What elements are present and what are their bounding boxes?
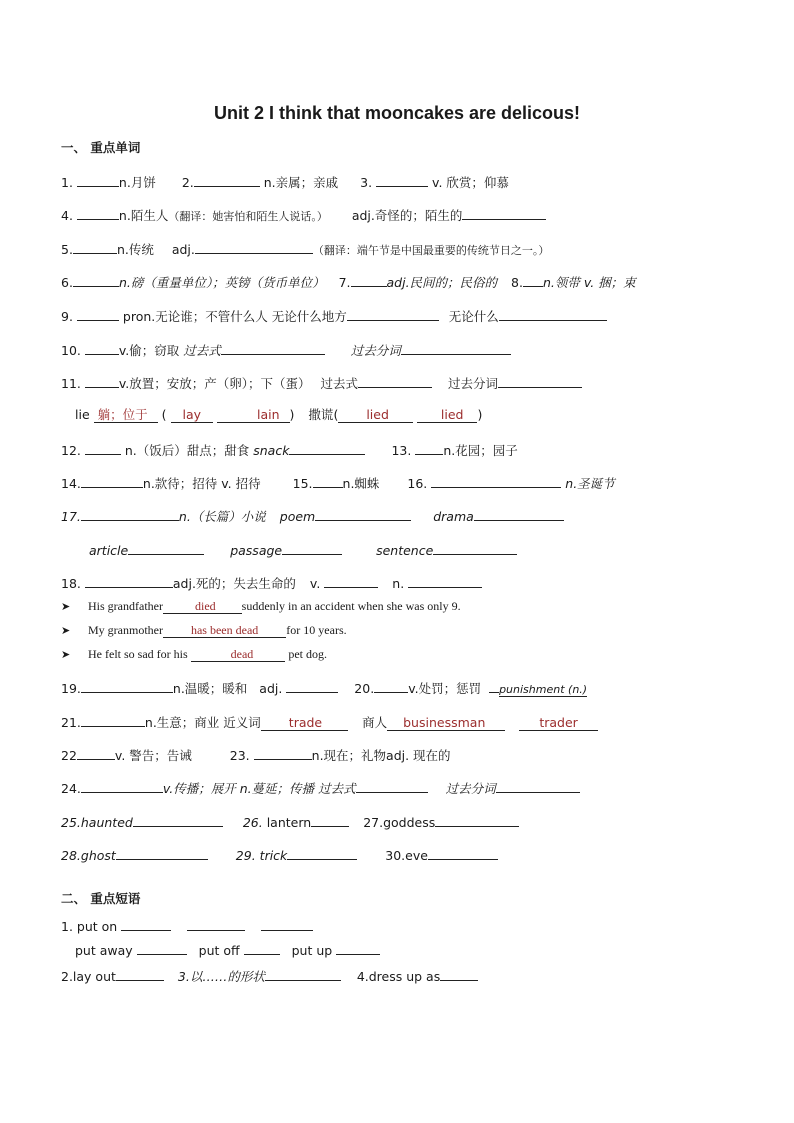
word-line-16: 22 v. 警告；告诫 23. n.现在；礼物adj. 现在的 xyxy=(61,748,451,763)
blank-1[interactable] xyxy=(77,173,119,187)
blank-13[interactable] xyxy=(415,441,443,455)
word-line-18: 25.haunted 26. lantern 27.goddess xyxy=(61,813,774,831)
blank-21[interactable] xyxy=(81,713,145,727)
word-line-1: 1. n.月饼 2. n.亲属；亲戚 3. v. 欣赏；仰慕 xyxy=(61,175,509,190)
blank-18b[interactable] xyxy=(324,574,378,588)
blank-19b[interactable] xyxy=(286,679,338,693)
word-line-13: 18. adj.死的；失去生命的 v. n. xyxy=(61,574,774,592)
blank-p2[interactable] xyxy=(137,941,187,955)
blank-9c[interactable] xyxy=(499,307,607,321)
blank-7[interactable] xyxy=(351,273,387,287)
blank-19[interactable] xyxy=(81,679,173,693)
section-heading-words: 一、 重点单词 xyxy=(61,140,141,155)
blank-11[interactable] xyxy=(85,374,119,388)
blank-22[interactable] xyxy=(77,746,115,760)
blank-p1c[interactable] xyxy=(261,917,313,931)
blank-p3[interactable] xyxy=(116,967,164,981)
blank-14[interactable] xyxy=(81,474,143,488)
word-line-3: 5. n.传统 adj. （翻译：端午节是中国最重要的传统节日之一。） xyxy=(61,242,550,257)
blank-15[interactable] xyxy=(313,474,343,488)
blank-8[interactable] xyxy=(523,273,543,287)
word-line-lie: lie 躺；位于 ( lay lain ) 撒谎( lied lied ) xyxy=(75,407,483,422)
blank-p3c[interactable] xyxy=(440,967,478,981)
word-line-6: 10. v.偷；窃取 过去式 过去分词 xyxy=(61,341,774,359)
blank-6[interactable] xyxy=(73,273,119,287)
blank-17b[interactable] xyxy=(315,507,411,521)
blank-27[interactable] xyxy=(435,813,519,827)
word-line-12: article passage sentence xyxy=(89,541,774,559)
blank-2[interactable] xyxy=(194,173,260,187)
blank-9[interactable] xyxy=(77,307,119,321)
blank-12b[interactable] xyxy=(289,441,365,455)
example-sentence-3: He felt so sad for his dead pet dog. xyxy=(88,647,327,661)
blank-28[interactable] xyxy=(116,846,208,860)
word-line-11: 17. n.（长篇）小说 poem drama xyxy=(61,507,774,525)
blank-16[interactable] xyxy=(431,474,561,488)
blank-p1b[interactable] xyxy=(187,917,245,931)
phrase-line-2: put away put off put up xyxy=(75,941,774,959)
blank-24c[interactable] xyxy=(496,779,580,793)
blank-3[interactable] xyxy=(376,173,428,187)
word-line-7: 11. v.放置；安放；产（卵）；下（蛋） 过去式 过去分词 xyxy=(61,374,774,392)
blank-20[interactable] xyxy=(374,679,408,693)
word-line-10: 14. n.款待；招待 v. 招待 15. n.蜘蛛 16. n.圣诞节 xyxy=(61,476,615,491)
blank-17[interactable] xyxy=(81,507,179,521)
blank-10c[interactable] xyxy=(401,341,511,355)
word-line-17: 24. v.传播；展开 n.蔓延；传播 过去式 过去分词 xyxy=(61,779,774,797)
blank-18c[interactable] xyxy=(408,574,482,588)
blank-30[interactable] xyxy=(428,846,498,860)
section-heading-phrases: 二、 重点短语 xyxy=(61,891,141,906)
phrase-line-1: 1. put on xyxy=(61,917,774,935)
blank-4[interactable] xyxy=(77,206,119,220)
word-line-4: 6. n.磅（重量单位）；英镑（货币单位） 7. adj.民间的；民俗的 8. n.领带 v. 捆；束 xyxy=(61,275,636,290)
blank-11b[interactable] xyxy=(358,374,432,388)
bullet-arrow-icon: ➤ xyxy=(61,648,71,661)
blank-25[interactable] xyxy=(133,813,223,827)
blank-10[interactable] xyxy=(85,341,119,355)
blank-passage[interactable] xyxy=(282,541,342,555)
example-sentence-2: My granmother has been dead for 10 years. xyxy=(88,623,347,637)
bullet-arrow-icon: ➤ xyxy=(61,624,71,637)
blank-p1[interactable] xyxy=(121,917,171,931)
blank-11c[interactable] xyxy=(498,374,582,388)
word-line-15: 21. n.生意；商业 近义词 trade 商人 businessman trader xyxy=(61,713,774,731)
blank-17c[interactable] xyxy=(474,507,564,521)
blank-5[interactable] xyxy=(73,240,117,254)
blank-12[interactable] xyxy=(85,441,121,455)
blank-4b[interactable] xyxy=(462,206,546,220)
word-line-19: 28.ghost 29. trick 30.eve xyxy=(61,846,774,864)
blank-9b[interactable] xyxy=(347,307,439,321)
blank-23[interactable] xyxy=(254,746,312,760)
blank-5b[interactable] xyxy=(195,240,313,254)
blank-29[interactable] xyxy=(287,846,357,860)
blank-p2c[interactable] xyxy=(336,941,380,955)
blank-18[interactable] xyxy=(85,574,173,588)
blank-26[interactable] xyxy=(311,813,349,827)
bullet-arrow-icon: ➤ xyxy=(61,600,71,613)
word-line-9: 12. n.（饭后）甜点；甜食 snack 13. n.花园；园子 xyxy=(61,443,518,458)
blank-24b[interactable] xyxy=(356,779,428,793)
blank-24[interactable] xyxy=(81,779,163,793)
word-line-14: 19. n.温暖；暖和 adj. 20. v.处罚；惩罚 punishment (n.) xyxy=(61,681,588,696)
blank-sentence[interactable] xyxy=(433,541,517,555)
blank-p2b[interactable] xyxy=(244,941,280,955)
phrase-line-3: 2.lay out 3.以……的形状 4.dress up as xyxy=(61,967,774,985)
blank-10b[interactable] xyxy=(221,341,325,355)
blank-p3b[interactable] xyxy=(265,967,341,981)
example-sentence-1: His grandfather died suddenly in an accident when she was only 9. xyxy=(88,599,461,613)
page-title: Unit 2 I think that mooncakes are delicous! xyxy=(213,103,581,123)
word-line-2: 4. n.陌生人（翻译：她害怕和陌生人说话。） adj.奇怪的；陌生的 xyxy=(61,206,774,225)
word-line-5: 9. pron.无论谁；不管什么人 无论什么地方 无论什么 xyxy=(61,307,774,325)
blank-article[interactable] xyxy=(128,541,204,555)
